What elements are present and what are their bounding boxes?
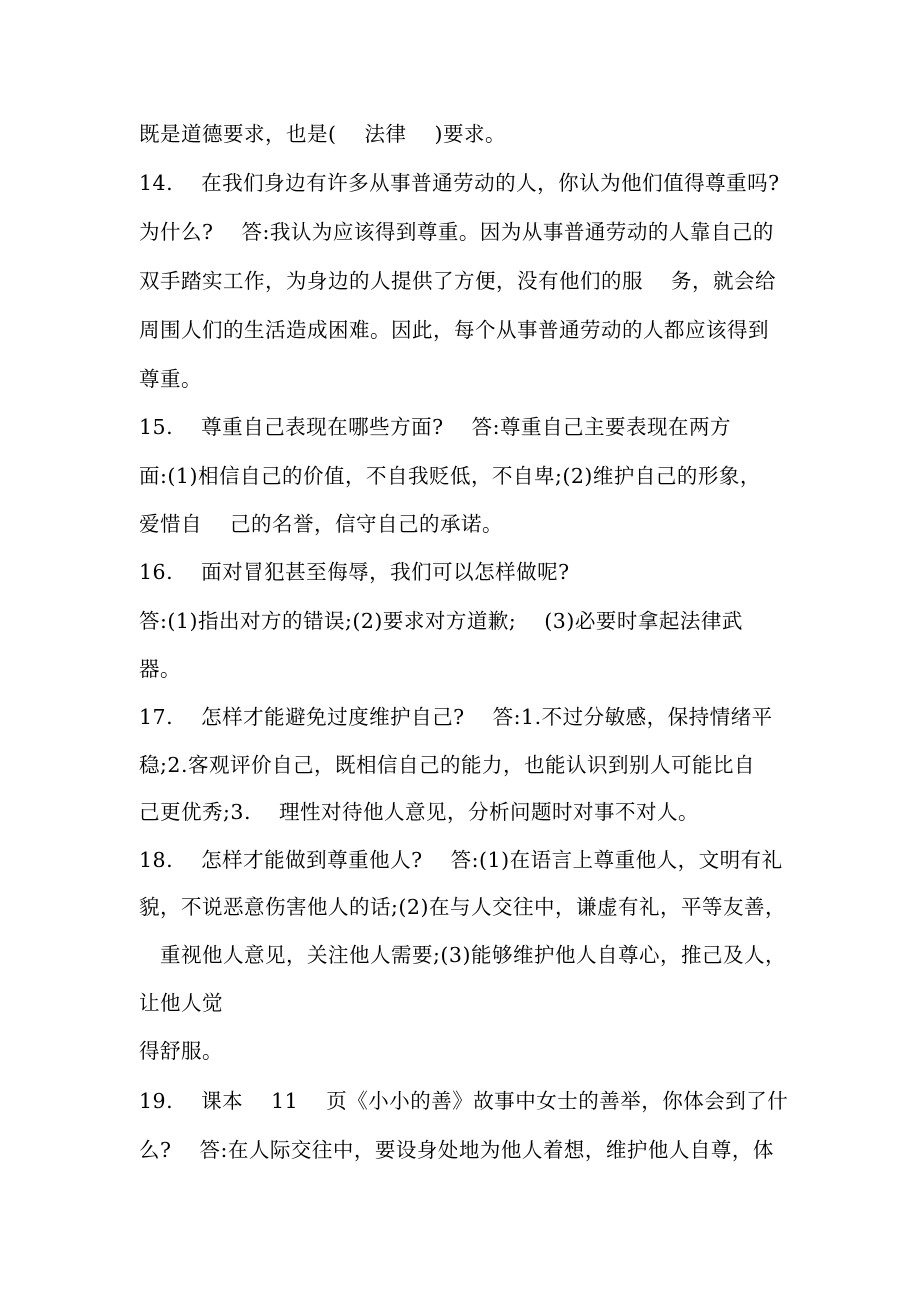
text-line: 周围人们的生活造成困难。因此，每个从事普通劳动的人都应该得到 <box>139 318 769 342</box>
text-line: 器。 <box>139 657 181 681</box>
text-line: 为什么? 答:我认为应该得到尊重。因为从事普通劳动的人靠自己的 <box>139 220 774 244</box>
text-line: 17. 怎样才能避免过度维护自己? 答:1.不过分敏感，保持情绪平 <box>139 705 773 729</box>
text-line: 尊重。 <box>139 367 202 391</box>
text-line: 18. 怎样才能做到尊重他人? 答:(1)在语言上尊重他人，文明有礼 <box>139 848 783 872</box>
text-line: 16. 面对冒犯甚至侮辱，我们可以怎样做呢? <box>139 560 570 584</box>
text-line: 答:(1)指出对方的错误;(2)要求对方道歉; (3)必要时拿起法律武 <box>139 609 743 633</box>
text-line: 19. 课本 11 页《小小的善》故事中女士的善举，你体会到了什 <box>139 1089 789 1113</box>
text-line: 面:(1)相信自己的价值，不自我贬低，不自卑;(2)维护自己的形象， <box>139 464 761 488</box>
text-line: 么? 答:在人际交往中，要设身处地为他人着想，维护他人自尊，体 <box>139 1138 774 1162</box>
text-line: 爱惜自 己的名誉，信守自己的承诺。 <box>139 512 504 536</box>
text-line: 得舒服。 <box>139 1039 223 1063</box>
text-line: 让他人觉 <box>139 991 223 1015</box>
text-line: 15. 尊重自己表现在哪些方面? 答:尊重自己主要表现在两方 <box>139 415 732 439</box>
text-line: 己更优秀;3. 理性对待他人意见，分析问题时对事不对人。 <box>139 800 699 824</box>
text-line: 14. 在我们身边有许多从事普通劳动的人，你认为他们值得尊重吗? <box>139 171 780 195</box>
text-line: 重视他人意见，关注他人需要;(3)能够维护他人自尊心，推己及人， <box>139 943 786 967</box>
text-line: 稳;2.客观评价自己，既相信自己的能力，也能认识到别人可能比自 <box>139 753 755 777</box>
text-line: 双手踏实工作，为身边的人提供了方便，没有他们的服 务，就会给 <box>139 269 777 293</box>
text-line: 既是道德要求，也是( 法律 )要求。 <box>139 122 507 146</box>
text-line: 貌，不说恶意伤害他人的话;(2)在与人交往中，谦虚有礼，平等友善， <box>139 895 786 919</box>
